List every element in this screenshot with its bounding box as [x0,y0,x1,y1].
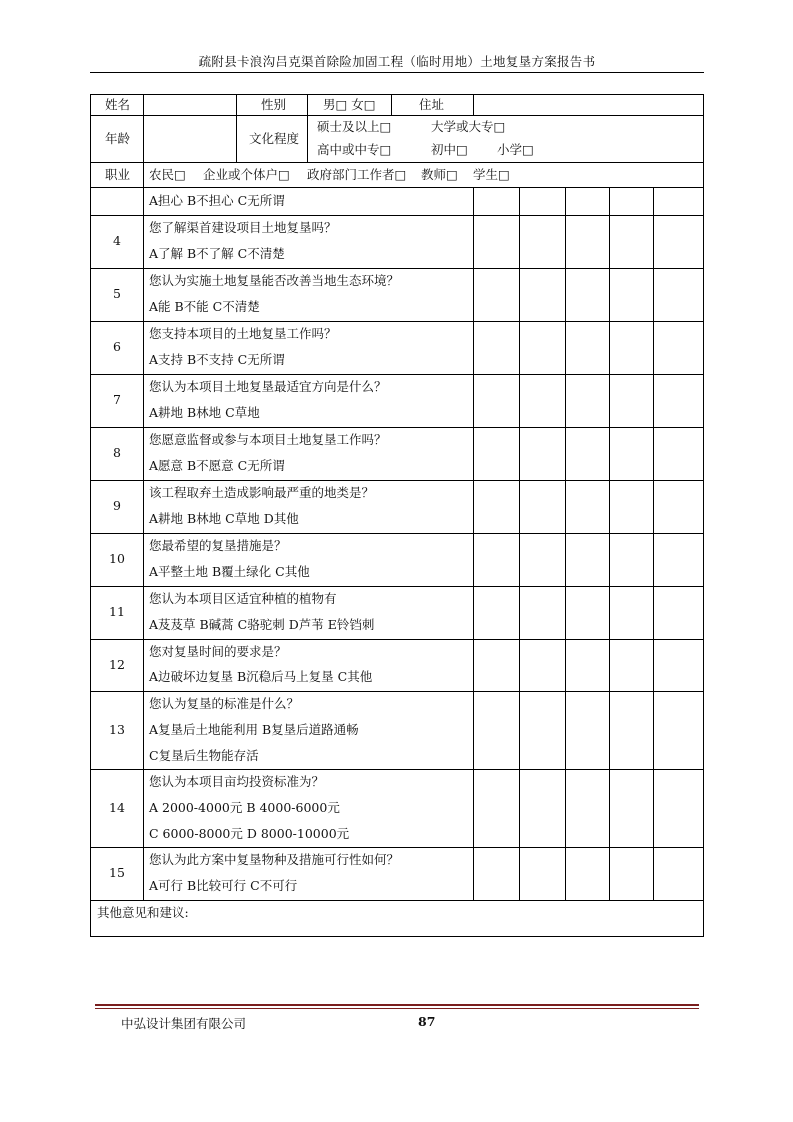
row-divider [91,480,703,481]
footer-rule [95,1004,699,1006]
edu-highschool-option[interactable]: 高中或中专□ [317,142,392,157]
footer-company: 中弘设计集团有限公司 [121,1016,247,1031]
row-divider [91,586,703,587]
question-number: 13 [109,722,125,737]
question-options: A了解 B不了解 C不清楚 [149,246,285,261]
question-number: 12 [109,657,125,672]
age-label: 年龄 [105,131,131,146]
question-options: A愿意 B不愿意 C无所谓 [149,458,285,473]
row-divider [91,187,703,188]
edu-primary-option[interactable]: 小学□ [497,142,534,157]
question-number: 14 [109,800,125,815]
name-label: 姓名 [105,97,131,112]
question-text: 您支持本项目的土地复垦工作吗？ [149,326,337,341]
col-divider [236,95,237,162]
row-divider [91,639,703,640]
question-number: 11 [109,604,125,619]
occupation-label: 职业 [105,167,131,182]
question-options: A平整土地 B覆土绿化 C其他 [149,564,310,579]
question-options: A支持 B不支持 C无所谓 [149,352,285,367]
question-options: A 2000-4000元 B 4000-6000元 [149,800,340,815]
question-options: C复垦后生物能存活 [149,748,259,763]
page-header-title: 疏附县卡浪沟吕克渠首除险加固工程（临时用地）土地复垦方案报告书 [198,54,596,69]
row-divider [91,691,703,692]
row-divider [91,427,703,428]
col-divider [473,187,474,900]
question-text: 您认为此方案中复垦物种及措施可行性如何？ [149,852,400,867]
question-number: 10 [109,551,125,566]
occ-government-option[interactable]: 政府部门工作者□ [307,167,407,182]
edu-middle-option[interactable]: 初中□ [431,142,468,157]
survey-table [90,94,704,937]
col-divider [143,187,144,900]
page-number: 87 [418,1014,436,1029]
occ-teacher-option[interactable]: 教师□ [421,167,458,182]
occ-business-option[interactable]: 企业或个体户□ [203,167,290,182]
question-number: 15 [109,865,125,880]
education-label: 文化程度 [249,131,300,146]
question-options: C 6000-8000元 D 8000-10000元 [149,826,350,841]
question-number: 5 [113,286,121,301]
question-text: 您认为本项目土地复垦最适宜方向是什么？ [149,379,387,394]
col-divider [565,187,566,900]
question-text: 您认为本项目区适宜种植的植物有 [149,591,337,606]
question-text: 您最希望的复垦措施是？ [149,538,287,553]
question-text: 您愿意监督或参与本项目土地复垦工作吗？ [149,432,387,447]
question-number: 6 [113,339,121,354]
question-text: 您认为复垦的标准是什么？ [149,696,300,711]
col-divider [143,162,144,187]
edu-master-option[interactable]: 硕士及以上□ [317,119,392,134]
question-options: A边破坏边复垦 B沉稳后马上复垦 C其他 [149,669,373,684]
col-divider [473,95,474,115]
row-divider [91,215,703,216]
row-divider [91,115,703,116]
question-number: 8 [113,445,121,460]
col-divider [143,95,144,162]
question-options: A耕地 B林地 C草地 D其他 [149,511,299,526]
row-divider [91,321,703,322]
other-opinions-label: 其他意见和建议: [97,905,189,920]
question-options: A复垦后土地能利用 B复垦后道路通畅 [149,722,359,737]
row-divider [91,374,703,375]
question-text: 您认为实施土地复垦能否改善当地生态环境？ [149,273,400,288]
edu-college-option[interactable]: 大学或大专□ [431,119,506,134]
question-number: 7 [113,392,121,407]
question-text: 您了解渠首建设项目土地复垦吗？ [149,220,337,235]
footer-rule [95,1008,699,1009]
question-text: 该工程取弃土造成影响最严重的地类是？ [149,485,375,500]
occ-farmer-option[interactable]: 农民□ [149,167,186,182]
question-options: A芨芨草 B碱蒿 C骆驼刺 D芦苇 E铃铛刺 [149,617,375,632]
gender-options[interactable]: 男□ 女□ [323,97,376,112]
row-divider [91,162,703,163]
question-number: 4 [113,233,121,248]
col-divider [653,187,654,900]
q3-options: A担心 B不担心 C无所谓 [149,193,285,208]
question-text: 您认为本项目亩均投资标准为？ [149,774,325,789]
occ-student-option[interactable]: 学生□ [473,167,510,182]
row-divider [91,847,703,848]
col-divider [609,187,610,900]
row-divider [91,268,703,269]
header-rule [90,72,704,73]
col-divider [391,95,392,115]
question-number: 9 [113,498,121,513]
address-label: 住址 [419,97,445,112]
gender-label: 性别 [261,97,287,112]
row-divider [91,769,703,770]
question-text: 您对复垦时间的要求是？ [149,644,287,659]
row-divider [91,900,703,901]
col-divider [519,187,520,900]
question-options: A可行 B比较可行 C不可行 [149,878,298,893]
col-divider [307,95,308,162]
question-options: A能 B不能 C不清楚 [149,299,260,314]
question-options: A耕地 B林地 C草地 [149,405,260,420]
row-divider [91,533,703,534]
